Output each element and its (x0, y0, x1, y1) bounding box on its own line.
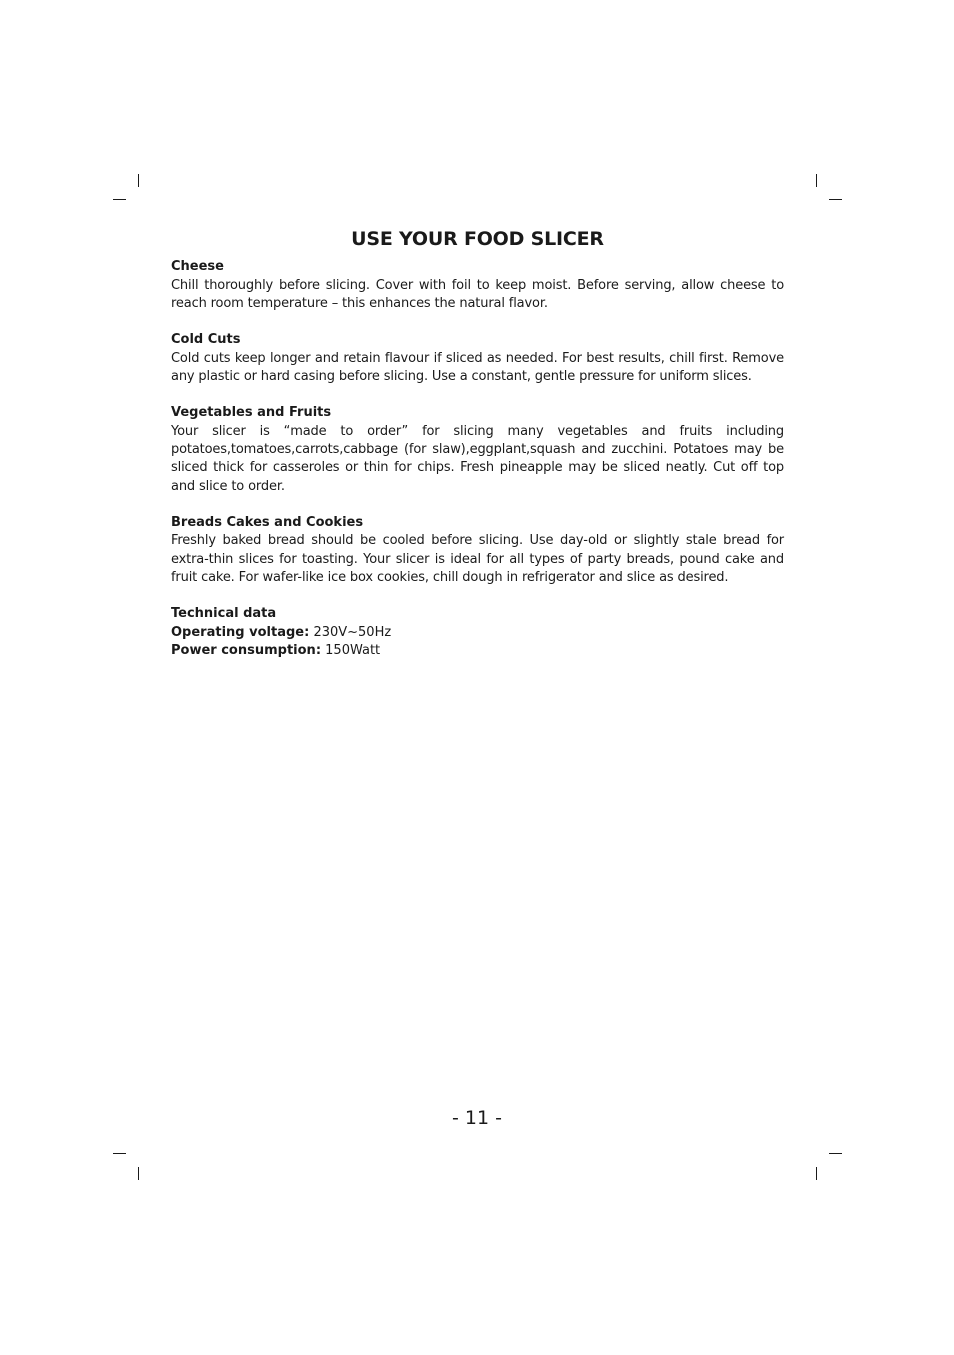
section-heading: Cheese (171, 259, 224, 274)
page-title: USE YOUR FOOD SLICER (351, 228, 604, 250)
section-body: Cold cuts keep longer and retain flavour if sliced as needed. For best results, chill first. Remove any plastic or hard casing before slicing. Use a constant, gentle pressure for uniform slices. (171, 350, 784, 384)
section-cold-cuts (171, 331, 784, 386)
section-breads-cakes-cookies (171, 514, 784, 587)
crop-mark-top-right-horizontal (829, 199, 842, 200)
operating-voltage-row (171, 624, 784, 643)
page-number: - 11 - (452, 1107, 502, 1129)
crop-mark-top-left-horizontal (113, 199, 126, 200)
operating-voltage-label: Operating voltage: (171, 624, 310, 640)
section-heading: Cold Cuts (171, 332, 241, 348)
section-body: Your slicer is “made to order” for slicing many vegetables and fruits including potatoes,tomatoes,carrots,cabbage (for slaw),eggplant,squash and zucchini. Potatoes may be sliced thick for casseroles or thin for chips. Fresh pineapple may be sliced neatly. Cut off top and slice to order. (171, 423, 784, 494)
crop-mark-bottom-right-vertical (816, 1167, 817, 1180)
section-body: Chill thoroughly before slicing. Cover with foil to keep moist. Before serving, allow cheese to reach room temperature – this enhances the natural flavor. (171, 277, 784, 311)
section-technical-data (171, 605, 784, 661)
crop-mark-top-right-vertical (816, 174, 817, 187)
section-cheese (171, 258, 784, 313)
crop-mark-bottom-right-horizontal (829, 1153, 842, 1154)
section-body: Freshly baked bread should be cooled before slicing. Use day-old or slightly stale bread for extra-thin slices for toasting. Your slicer is ideal for all types of party breads, pound cake and fruit cake. For wafer-like ice box cookies, chill dough in refrigerator and slice as desired. (171, 533, 784, 585)
power-consumption-value: 150Watt (325, 643, 381, 659)
power-consumption-label: Power consumption: (171, 643, 322, 659)
section-heading: Technical data (171, 606, 277, 622)
crop-mark-bottom-left-horizontal (113, 1153, 126, 1154)
section-vegetables-and-fruits (171, 404, 784, 496)
section-heading: Breads Cakes and Cookies (171, 514, 364, 530)
crop-mark-top-left-vertical (138, 174, 139, 187)
crop-mark-bottom-left-vertical (138, 1167, 139, 1180)
page-content (171, 228, 784, 679)
section-heading: Vegetables and Fruits (171, 405, 332, 421)
power-consumption-row (171, 642, 784, 661)
operating-voltage-value: 230V~50Hz (313, 624, 392, 640)
